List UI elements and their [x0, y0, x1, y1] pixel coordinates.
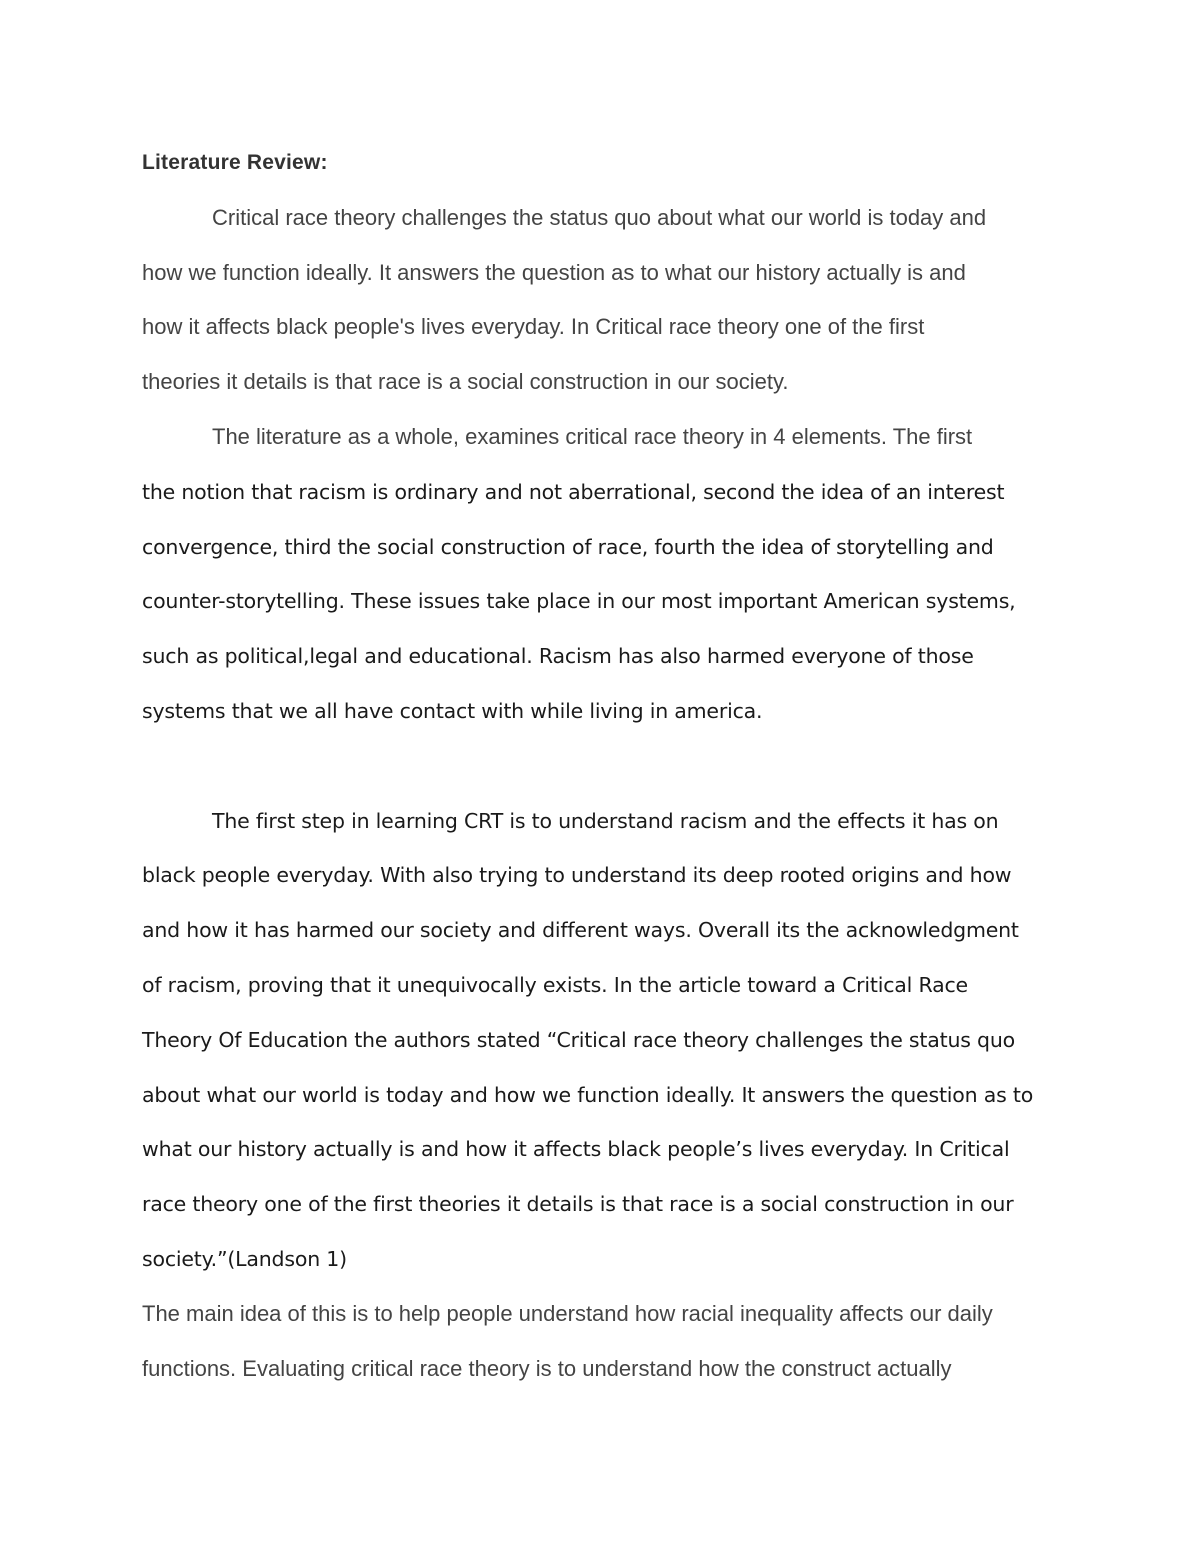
text-line: The first step in learning CRT is to understand racism and the effects it has on: [212, 808, 999, 833]
paragraph-1: [142, 191, 1062, 410]
text-line: what our history actually is and how it affects black people’s lives everyday. In Critical: [142, 1137, 1010, 1162]
text-line: and how it has harmed our society and different ways. Overall its the acknowledgment: [142, 918, 1019, 943]
paragraph-3: [142, 794, 1062, 1287]
text-line: functions. Evaluating critical race theory is to understand how the construct actually: [142, 1355, 952, 1381]
text-line: systems that we all have contact with while living in america.: [142, 698, 763, 723]
text-line: how we function ideally. It answers the question as to what our history actually is and: [142, 259, 966, 285]
text-line: Critical race theory challenges the status quo about what our world is today and: [212, 204, 987, 230]
text-line: about what our world is today and how we function ideally. It answers the question as to: [142, 1082, 1034, 1107]
text-line: counter-storytelling. These issues take place in our most important American systems,: [142, 589, 1016, 614]
text-line: The literature as a whole, examines critical race theory in 4 elements. The first: [212, 423, 973, 449]
text-line: of racism, proving that it unequivocally exists. In the article toward a Critical Race: [142, 972, 968, 997]
blank-line: [142, 739, 1062, 794]
text-line: Theory Of Education the authors stated “Critical race theory challenges the status quo: [142, 1027, 1015, 1052]
paragraph-2: [142, 410, 1062, 465]
document-body: [142, 136, 1062, 1396]
text-line: convergence, third the social construction of race, fourth the idea of storytelling and: [142, 534, 994, 559]
text-line: the notion that racism is ordinary and not aberrational, second the idea of an interest: [142, 479, 1005, 504]
paragraph-2-continued: [142, 465, 1062, 739]
paragraph-4: [142, 1287, 1062, 1397]
text-line: race theory one of the first theories it details is that race is a social construction in our: [142, 1192, 1014, 1217]
text-line: society.”(Landson 1): [142, 1246, 347, 1271]
text-line: such as political,legal and educational. Racism has also harmed everyone of those: [142, 644, 974, 669]
text-line: how it affects black people's lives everyday. In Critical race theory one of the first: [142, 314, 925, 340]
text-line: black people everyday. With also trying to understand its deep rooted origins and how: [142, 863, 1012, 888]
section-heading: Literature Review:: [142, 151, 328, 174]
text-line: theories it details is that race is a social construction in our society.: [142, 369, 789, 395]
text-line: The main idea of this is to help people understand how racial inequality affects our daily: [142, 1300, 993, 1326]
